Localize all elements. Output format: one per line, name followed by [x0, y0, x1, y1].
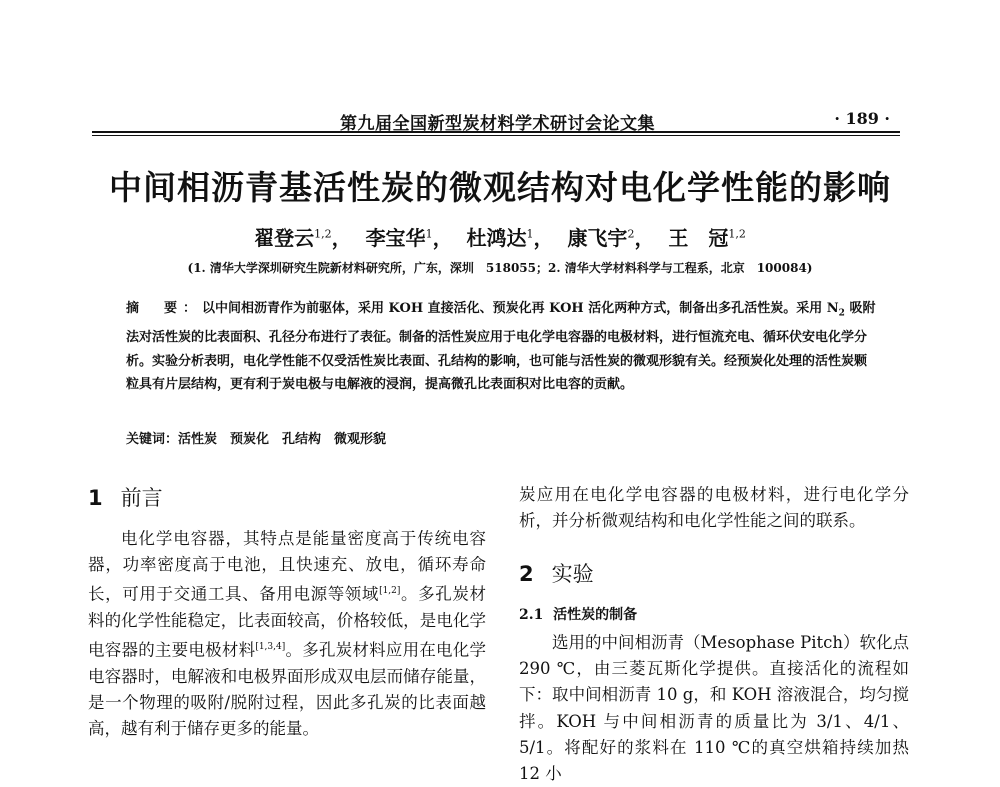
section-1-text-a: 电化学电容器，其特点是能量密度高于传统电容器，功率密度高于电池，且快速充、放电，循环寿命长，可用于交通工具、备用电源等领域	[88, 529, 486, 604]
section-2-number: 2	[519, 562, 534, 586]
keywords-text: 活性炭 预炭化 孔结构 微观形貌	[178, 432, 387, 447]
section-1-heading	[88, 482, 163, 512]
abstract	[126, 297, 876, 397]
right-column-continuation: 炭应用在电化学电容器的电极材料，进行电化学分析，并分析微观结构和电化学性能之间的联系。	[519, 485, 909, 531]
author-name: 翟登云	[254, 226, 315, 250]
affiliation: (1. 清华大学深圳研究生院新材料研究所，广东，深圳 518055；2. 清华大学材料科学与工程系，北京 100084)	[187, 261, 813, 275]
running-head-title: 第九届全国新型炭材料学术研讨会论文集	[340, 114, 655, 134]
author-separator: ，	[634, 226, 655, 250]
author-affil-mark: 2	[627, 227, 635, 241]
section-2-title: 实验	[551, 562, 594, 586]
author-affil-mark: 1	[526, 227, 534, 241]
author-affil-mark: 1	[425, 227, 433, 241]
author-name: 李宝华	[365, 226, 426, 250]
header-rule-thin	[92, 135, 900, 136]
paper-title: 中间相沥青基活性炭的微观结构对电化学性能的影响	[109, 168, 891, 207]
author-list	[0, 222, 1000, 251]
header-rule-thick	[92, 131, 900, 133]
subsection-number: 2.1	[519, 607, 544, 623]
author-separator: ，	[533, 226, 554, 250]
keywords-label: 关键词：	[126, 432, 179, 447]
section-1-text-b: 。多孔炭材料的化学性能稳定，比表面较高，价格较低，是电化学电容器的主要电极材料	[88, 584, 487, 660]
section-2-heading	[519, 558, 594, 588]
author-affil-mark: 1,2	[314, 227, 332, 241]
section-1-paragraph	[88, 526, 486, 743]
abstract-subscript: 2	[838, 308, 845, 319]
citation: [1,3,4]	[255, 642, 286, 653]
author-name: 康飞宇	[567, 226, 628, 250]
page-number: · 189 ·	[834, 109, 890, 128]
abstract-text-part2: 吸附法对活性炭的比表面积、孔径分布进行了表征。制备的活性炭应用于电化学电容器的电极材料，进行恒流充电、循环伏安电化学分析。实验分析表明，电化学性能不仅受活性炭比表面、孔结构的影响，也可能与活性炭的微观形貌有关。经预炭化处理的活性炭颗粒具有片层结构，更有利于炭电极与电解液的浸润，提高微孔比表面积对比电容的贡献。	[126, 301, 876, 393]
section-1-text-c: 。多孔炭材料应用在电化学电容器时，电解液和电极界面形成双电层而储存能量，是一个物理的吸附/脱附过程，因此多孔炭的比表面越高，越有利于储存更多的能量。	[88, 640, 487, 739]
citation: [1,2]	[379, 586, 401, 597]
section-2-paragraph: 选用的中间相沥青（Mesophase Pitch）软化点 290 ℃，由三菱瓦斯化学提供。直接活化的流程如下：取中间相沥青 10 g，和 KOH 溶液混合，均匀搅拌。KOH 与中间相沥青的质量比为 3/1、4/1、5/1。将配好的浆料在 110 ℃的真空烘箱持续加热 12 小	[519, 633, 909, 784]
author-affil-mark: 1,2	[728, 227, 746, 241]
subsection-title: 活性炭的制备	[553, 607, 638, 623]
running-head	[92, 0, 900, 140]
subsection-2-1-heading	[519, 604, 637, 624]
author-separator: ，	[432, 226, 453, 250]
abstract-label: 摘 要：	[126, 301, 203, 316]
section-1-number: 1	[88, 486, 103, 510]
author-name: 王 冠	[668, 226, 729, 250]
section-1-title: 前言	[120, 486, 163, 510]
keywords	[126, 428, 386, 447]
abstract-text-part1: 以中间相沥青作为前驱体，采用 KOH 直接活化、预炭化再 KOH 活化两种方式，制备出多孔活性炭。采用 N	[202, 301, 839, 316]
author-name: 杜鸿达	[466, 226, 527, 250]
author-separator: ，	[331, 226, 352, 250]
